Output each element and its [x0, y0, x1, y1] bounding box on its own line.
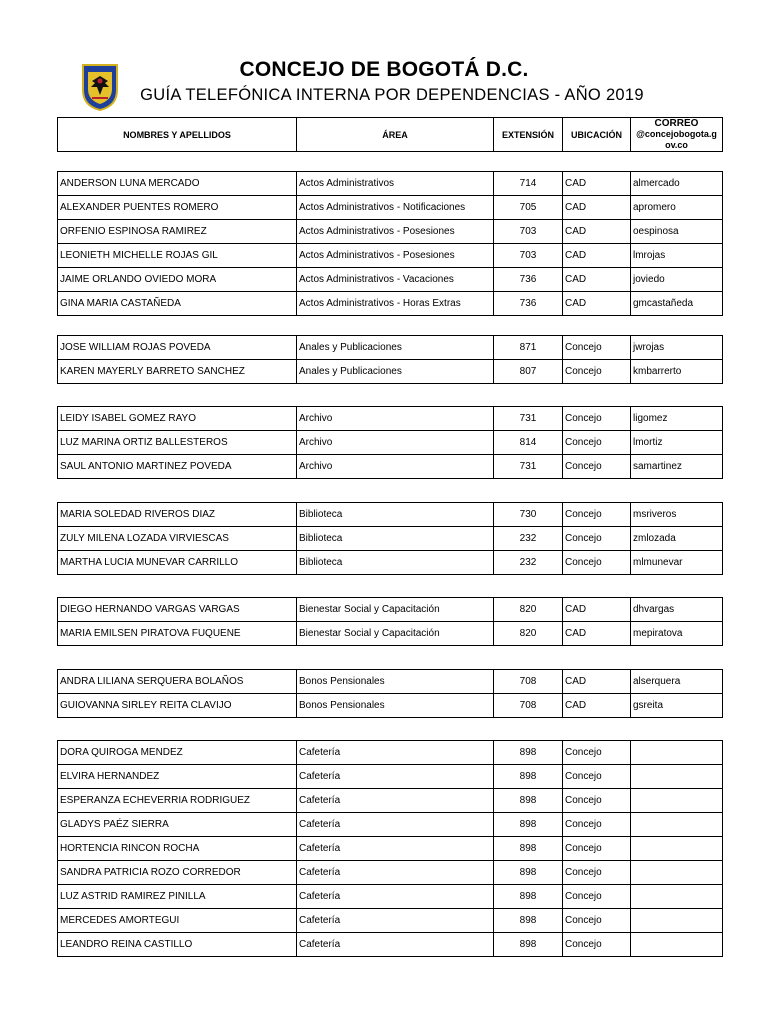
cell-extension: 898 — [494, 885, 563, 909]
cell-extension: 820 — [494, 622, 563, 646]
mail-header-line1: CORREO — [654, 118, 699, 129]
table-row — [58, 455, 723, 479]
cell-mail — [631, 885, 723, 909]
cell-location: Concejo — [563, 503, 631, 527]
cell-mail — [631, 909, 723, 933]
cell-extension: 736 — [494, 268, 563, 292]
cell-location: Concejo — [563, 741, 631, 765]
table-row — [58, 292, 723, 316]
cell-mail — [631, 933, 723, 957]
directory-group-table — [57, 502, 723, 575]
cell-name: ANDRA LILIANA SERQUERA BOLAÑOS — [58, 670, 297, 694]
table-row — [58, 268, 723, 292]
cell-location: Concejo — [563, 407, 631, 431]
cell-location: CAD — [563, 292, 631, 316]
cell-extension: 708 — [494, 694, 563, 718]
cell-area: Cafetería — [297, 909, 494, 933]
cell-area: Archivo — [297, 455, 494, 479]
mail-header-line3: ov.co — [665, 140, 688, 150]
cell-location: Concejo — [563, 336, 631, 360]
column-header-location: UBICACIÓN — [563, 118, 631, 152]
cell-name: JAIME ORLANDO OVIEDO MORA — [58, 268, 297, 292]
cell-mail — [631, 837, 723, 861]
directory-group-table — [57, 740, 723, 957]
cell-mail — [631, 741, 723, 765]
cell-name: ALEXANDER PUENTES ROMERO — [58, 196, 297, 220]
cell-name: ELVIRA HERNANDEZ — [58, 765, 297, 789]
cell-name: LUZ MARINA ORTIZ BALLESTEROS — [58, 431, 297, 455]
column-header-extension: EXTENSIÓN — [494, 118, 563, 152]
cell-name: LEIDY ISABEL GOMEZ RAYO — [58, 407, 297, 431]
table-row — [58, 336, 723, 360]
mail-header-line2: @concejobogota.g — [636, 129, 717, 139]
table-row — [58, 837, 723, 861]
table-row — [58, 622, 723, 646]
cell-extension: 705 — [494, 196, 563, 220]
cell-location: Concejo — [563, 360, 631, 384]
directory-group-table — [57, 669, 723, 718]
cell-name: LUZ ASTRID RAMIREZ PINILLA — [58, 885, 297, 909]
cell-extension: 820 — [494, 598, 563, 622]
cell-area: Cafetería — [297, 741, 494, 765]
cell-area: Actos Administrativos - Vacaciones — [297, 268, 494, 292]
cell-mail: alserquera — [631, 670, 723, 694]
table-row — [58, 933, 723, 957]
table-row — [58, 172, 723, 196]
column-header-table — [57, 117, 723, 152]
cell-area: Bienestar Social y Capacitación — [297, 622, 494, 646]
cell-mail — [631, 789, 723, 813]
cell-location: Concejo — [563, 813, 631, 837]
cell-mail: mepiratova — [631, 622, 723, 646]
cell-mail: kmbarrerto — [631, 360, 723, 384]
cell-location: CAD — [563, 196, 631, 220]
table-row — [58, 551, 723, 575]
cell-mail — [631, 765, 723, 789]
cell-area: Bonos Pensionales — [297, 694, 494, 718]
cell-mail — [631, 861, 723, 885]
cell-extension: 731 — [494, 455, 563, 479]
cell-area: Actos Administrativos - Posesiones — [297, 220, 494, 244]
cell-name: HORTENCIA RINCON ROCHA — [58, 837, 297, 861]
cell-mail: ligomez — [631, 407, 723, 431]
cell-name: ORFENIO ESPINOSA RAMIREZ — [58, 220, 297, 244]
cell-extension: 736 — [494, 292, 563, 316]
cell-area: Actos Administrativos - Horas Extras — [297, 292, 494, 316]
cell-name: SAUL ANTONIO MARTINEZ POVEDA — [58, 455, 297, 479]
cell-location: CAD — [563, 694, 631, 718]
cell-extension: 898 — [494, 909, 563, 933]
cell-area: Cafetería — [297, 813, 494, 837]
cell-area: Anales y Publicaciones — [297, 360, 494, 384]
table-row — [58, 741, 723, 765]
cell-area: Actos Administrativos — [297, 172, 494, 196]
cell-name: ANDERSON LUNA MERCADO — [58, 172, 297, 196]
directory-group-table — [57, 335, 723, 384]
column-header-name: NOMBRES Y APELLIDOS — [58, 118, 297, 152]
directory-group-table — [57, 597, 723, 646]
cell-name: GINA MARIA CASTAÑEDA — [58, 292, 297, 316]
cell-area: Cafetería — [297, 837, 494, 861]
cell-location: CAD — [563, 622, 631, 646]
cell-location: CAD — [563, 244, 631, 268]
table-row — [58, 431, 723, 455]
table-row — [58, 909, 723, 933]
page-title: CONCEJO DE BOGOTÁ D.C. — [239, 58, 529, 81]
cell-area: Cafetería — [297, 789, 494, 813]
cell-mail: oespinosa — [631, 220, 723, 244]
table-row — [58, 765, 723, 789]
cell-extension: 898 — [494, 789, 563, 813]
cell-mail: jwrojas — [631, 336, 723, 360]
cell-name: DIEGO HERNANDO VARGAS VARGAS — [58, 598, 297, 622]
cell-mail: lmrojas — [631, 244, 723, 268]
cell-extension: 898 — [494, 837, 563, 861]
cell-area: Biblioteca — [297, 503, 494, 527]
cell-area: Archivo — [297, 431, 494, 455]
cell-extension: 814 — [494, 431, 563, 455]
cell-extension: 871 — [494, 336, 563, 360]
table-row — [58, 694, 723, 718]
cell-location: Concejo — [563, 455, 631, 479]
cell-name: MARIA SOLEDAD RIVEROS DIAZ — [58, 503, 297, 527]
cell-area: Cafetería — [297, 885, 494, 909]
cell-extension: 232 — [494, 527, 563, 551]
cell-location: Concejo — [563, 909, 631, 933]
table-row — [58, 861, 723, 885]
cell-area: Bonos Pensionales — [297, 670, 494, 694]
cell-mail: msriveros — [631, 503, 723, 527]
cell-mail: lmortiz — [631, 431, 723, 455]
cell-name: GLADYS PAÉZ SIERRA — [58, 813, 297, 837]
cell-name: GUIOVANNA SIRLEY REITA CLAVIJO — [58, 694, 297, 718]
cell-location: Concejo — [563, 551, 631, 575]
cell-location: Concejo — [563, 431, 631, 455]
cell-area: Cafetería — [297, 933, 494, 957]
cell-location: CAD — [563, 598, 631, 622]
table-row — [58, 360, 723, 384]
cell-name: LEONIETH MICHELLE ROJAS GIL — [58, 244, 297, 268]
cell-extension: 898 — [494, 933, 563, 957]
table-row — [58, 244, 723, 268]
cell-location: Concejo — [563, 933, 631, 957]
table-row — [58, 527, 723, 551]
cell-name: ESPERANZA ECHEVERRIA RODRIGUEZ — [58, 789, 297, 813]
cell-extension: 807 — [494, 360, 563, 384]
cell-location: Concejo — [563, 837, 631, 861]
cell-extension: 898 — [494, 813, 563, 837]
cell-area: Archivo — [297, 407, 494, 431]
cell-name: DORA QUIROGA MENDEZ — [58, 741, 297, 765]
table-row — [58, 407, 723, 431]
cell-name: MARIA EMILSEN PIRATOVA FUQUENE — [58, 622, 297, 646]
cell-name: MARTHA LUCIA MUNEVAR CARRILLO — [58, 551, 297, 575]
cell-location: CAD — [563, 220, 631, 244]
cell-location: Concejo — [563, 765, 631, 789]
cell-extension: 898 — [494, 765, 563, 789]
cell-mail: joviedo — [631, 268, 723, 292]
directory-group-table — [57, 171, 723, 316]
cell-name: SANDRA PATRICIA ROZO CORREDOR — [58, 861, 297, 885]
table-row — [58, 503, 723, 527]
table-row — [58, 885, 723, 909]
cell-area: Biblioteca — [297, 551, 494, 575]
cell-mail: gsreita — [631, 694, 723, 718]
cell-area: Actos Administrativos - Notificaciones — [297, 196, 494, 220]
cell-location: Concejo — [563, 789, 631, 813]
cell-mail: samartinez — [631, 455, 723, 479]
cell-location: CAD — [563, 268, 631, 292]
table-row — [58, 813, 723, 837]
cell-area: Actos Administrativos - Posesiones — [297, 244, 494, 268]
cell-extension: 232 — [494, 551, 563, 575]
cell-name: JOSE WILLIAM ROJAS POVEDA — [58, 336, 297, 360]
table-row — [58, 598, 723, 622]
cell-area: Bienestar Social y Capacitación — [297, 598, 494, 622]
cell-mail: apromero — [631, 196, 723, 220]
column-header-area: ÁREA — [297, 118, 494, 152]
cell-extension: 898 — [494, 861, 563, 885]
column-header-mail — [631, 118, 723, 152]
table-row — [58, 196, 723, 220]
cell-mail: gmcastañeda — [631, 292, 723, 316]
cell-extension: 708 — [494, 670, 563, 694]
cell-location: Concejo — [563, 861, 631, 885]
cell-name: MERCEDES AMORTEGUI — [58, 909, 297, 933]
cell-extension: 703 — [494, 220, 563, 244]
cell-extension: 703 — [494, 244, 563, 268]
cell-name: ZULY MILENA LOZADA VIRVIESCAS — [58, 527, 297, 551]
directory-group-table — [57, 406, 723, 479]
table-row — [58, 670, 723, 694]
cell-name: KAREN MAYERLY BARRETO SANCHEZ — [58, 360, 297, 384]
cell-mail — [631, 813, 723, 837]
cell-mail: almercado — [631, 172, 723, 196]
table-row — [58, 789, 723, 813]
cell-extension: 898 — [494, 741, 563, 765]
cell-area: Anales y Publicaciones — [297, 336, 494, 360]
page-subtitle: GUÍA TELEFÓNICA INTERNA POR DEPENDENCIAS - AÑO 2019 — [140, 86, 644, 104]
cell-location: Concejo — [563, 527, 631, 551]
cell-extension: 731 — [494, 407, 563, 431]
cell-area: Biblioteca — [297, 527, 494, 551]
cell-location: CAD — [563, 670, 631, 694]
cell-mail: zmlozada — [631, 527, 723, 551]
cell-location: CAD — [563, 172, 631, 196]
cell-name: LEANDRO REINA CASTILLO — [58, 933, 297, 957]
cell-location: Concejo — [563, 885, 631, 909]
cell-area: Cafetería — [297, 765, 494, 789]
cell-extension: 714 — [494, 172, 563, 196]
cell-extension: 730 — [494, 503, 563, 527]
cell-area: Cafetería — [297, 861, 494, 885]
table-row — [58, 220, 723, 244]
cell-mail: mlmunevar — [631, 551, 723, 575]
cell-mail: dhvargas — [631, 598, 723, 622]
